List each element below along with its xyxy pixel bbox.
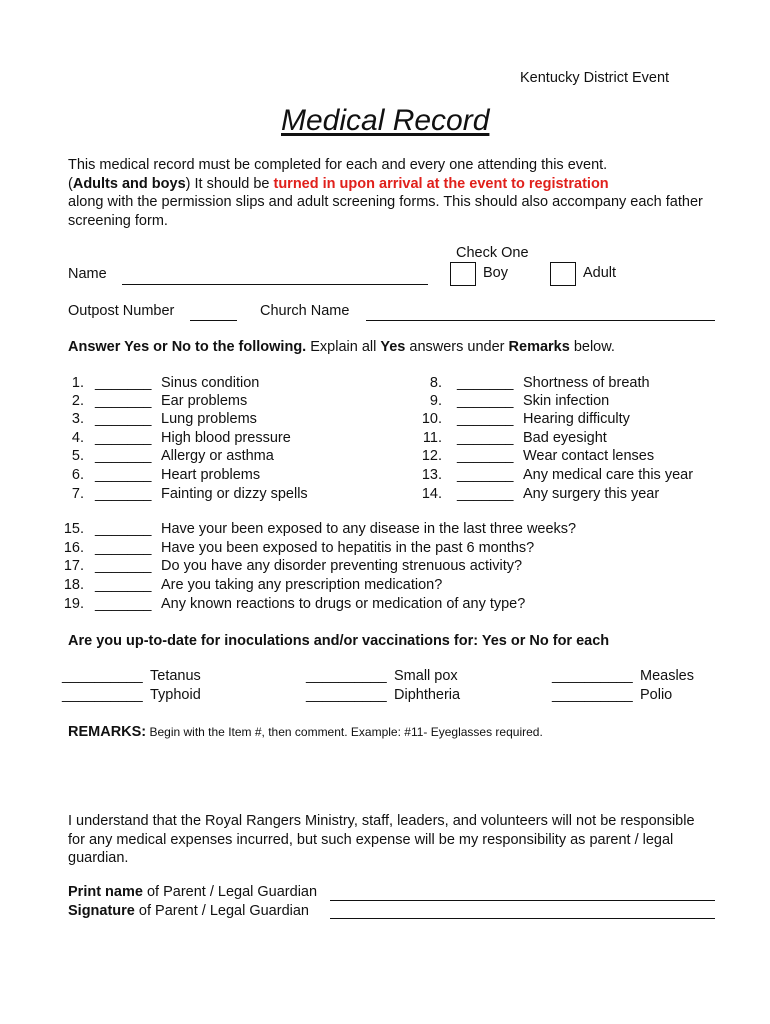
intro-adults-boys: Adults and boys bbox=[72, 175, 186, 192]
instructions-yes: Yes bbox=[380, 339, 406, 355]
church-label: Church Name bbox=[260, 303, 350, 319]
question-blank[interactable]: _______ bbox=[95, 521, 152, 537]
signature-field[interactable] bbox=[330, 918, 715, 919]
signature-label bbox=[68, 903, 309, 919]
instructions-remarks: Remarks bbox=[508, 339, 570, 355]
print-name-label bbox=[68, 884, 317, 900]
question-number: 18. bbox=[63, 577, 84, 593]
question-number: 2. bbox=[71, 393, 84, 409]
question-text: Shortness of breath bbox=[523, 375, 650, 391]
print-name-rest: of Parent / Legal Guardian bbox=[142, 884, 318, 900]
question-number: 12. bbox=[421, 448, 442, 464]
event-label: Kentucky District Event bbox=[520, 70, 670, 86]
intro-line1: This medical record must be completed for each and every one attending this event. bbox=[68, 157, 608, 173]
church-field[interactable] bbox=[366, 320, 715, 321]
question-number: 5. bbox=[71, 448, 84, 464]
vaccination-label: Measles bbox=[640, 668, 694, 684]
question-blank[interactable]: _______ bbox=[95, 486, 152, 502]
question-text: Fainting or dizzy spells bbox=[161, 486, 308, 502]
instructions-part2: Explain all bbox=[306, 339, 381, 355]
vaccination-blank[interactable]: __________ bbox=[306, 668, 387, 684]
question-blank[interactable]: _______ bbox=[95, 375, 152, 391]
vaccination-label: Tetanus bbox=[150, 668, 201, 684]
question-text: Any known reactions to drugs or medication of any type? bbox=[161, 596, 526, 612]
adult-label: Adult bbox=[583, 265, 617, 281]
question-blank[interactable]: _______ bbox=[457, 430, 514, 446]
question-blank[interactable]: _______ bbox=[95, 558, 152, 574]
question-text: Wear contact lenses bbox=[523, 448, 655, 464]
question-number: 15. bbox=[63, 521, 84, 537]
question-number: 4. bbox=[71, 430, 84, 446]
vaccination-label: Typhoid bbox=[150, 687, 201, 703]
vaccination-blank[interactable]: __________ bbox=[552, 687, 633, 703]
outpost-label: Outpost Number bbox=[68, 303, 175, 319]
vaccinations-heading: Are you up-to-date for inoculations and/or vaccinations for: Yes or No for each bbox=[68, 633, 610, 649]
question-number: 9. bbox=[429, 393, 442, 409]
question-blank[interactable]: _______ bbox=[95, 596, 152, 612]
question-number: 10. bbox=[421, 411, 442, 427]
vaccination-blank[interactable]: __________ bbox=[62, 668, 143, 684]
question-blank[interactable]: _______ bbox=[457, 486, 514, 502]
print-name-field[interactable] bbox=[330, 900, 715, 901]
question-blank[interactable]: _______ bbox=[95, 430, 152, 446]
liability-statement: I understand that the Royal Rangers Ministry, staff, leaders, and volunteers will not be responsible for any medical expenses incurred, but such expense will be my responsibility as parent / legal guardian. bbox=[68, 813, 695, 866]
remarks-text: Begin with the Item #, then comment. Example: #11- Eyeglasses required. bbox=[146, 725, 543, 739]
vaccination-label: Polio bbox=[640, 687, 673, 703]
question-text: Any medical care this year bbox=[523, 467, 694, 483]
question-blank[interactable]: _______ bbox=[95, 540, 152, 556]
question-number: 13. bbox=[421, 467, 442, 483]
name-label: Name bbox=[68, 266, 107, 282]
question-text: Sinus condition bbox=[161, 375, 260, 391]
intro-open-paren: ( bbox=[68, 175, 73, 192]
question-number: 17. bbox=[63, 558, 84, 574]
intro-close-paren: ) It should be bbox=[185, 175, 274, 192]
vaccination-label: Small pox bbox=[394, 668, 458, 684]
question-number: 7. bbox=[71, 486, 84, 502]
question-text: Lung problems bbox=[161, 411, 257, 427]
instructions-part4: below. bbox=[569, 339, 615, 355]
question-number: 19. bbox=[63, 596, 84, 612]
remarks-line bbox=[68, 724, 543, 740]
question-text: Hearing difficulty bbox=[523, 411, 630, 427]
question-blank[interactable]: _______ bbox=[95, 467, 152, 483]
question-text: Skin infection bbox=[523, 393, 610, 409]
outpost-field[interactable] bbox=[190, 320, 237, 321]
question-number: 1. bbox=[71, 375, 84, 391]
question-blank[interactable]: _______ bbox=[457, 411, 514, 427]
question-text: Have you been exposed to hepatitis in the past 6 months? bbox=[161, 540, 535, 556]
question-blank[interactable]: _______ bbox=[457, 375, 514, 391]
question-number: 14. bbox=[421, 486, 442, 502]
question-number: 11. bbox=[422, 430, 442, 446]
page-title: Medical Record bbox=[281, 104, 490, 137]
signature-rest: of Parent / Legal Guardian bbox=[134, 903, 309, 919]
vaccination-blank[interactable]: __________ bbox=[552, 668, 633, 684]
boy-checkbox[interactable] bbox=[450, 262, 476, 286]
question-blank[interactable]: _______ bbox=[95, 448, 152, 464]
question-text: Have your been exposed to any disease in the last three weeks? bbox=[161, 521, 577, 537]
print-name-bold: Print name bbox=[68, 884, 143, 900]
question-number: 6. bbox=[71, 467, 84, 483]
question-blank[interactable]: _______ bbox=[457, 467, 514, 483]
question-blank[interactable]: _______ bbox=[457, 393, 514, 409]
signature-bold: Signature bbox=[68, 903, 135, 919]
adult-checkbox[interactable] bbox=[550, 262, 576, 286]
check-one-label: Check One bbox=[456, 245, 529, 261]
remarks-label: REMARKS: bbox=[68, 724, 147, 740]
question-blank[interactable]: _______ bbox=[95, 393, 152, 409]
question-text: Do you have any disorder preventing strenuous activity? bbox=[161, 558, 523, 574]
question-text: Are you taking any prescription medication? bbox=[161, 577, 443, 593]
question-text: Ear problems bbox=[161, 393, 248, 409]
question-text: Allergy or asthma bbox=[161, 448, 274, 464]
boy-label: Boy bbox=[483, 265, 508, 281]
question-text: Any surgery this year bbox=[523, 486, 660, 502]
intro-paragraph bbox=[68, 156, 708, 230]
vaccination-blank[interactable]: __________ bbox=[306, 687, 387, 703]
intro-rest: along with the permission slips and adult screening forms. This should also accompany each father screening form. bbox=[68, 194, 703, 229]
vaccination-blank[interactable]: __________ bbox=[62, 687, 143, 703]
question-number: 16. bbox=[63, 540, 84, 556]
instructions bbox=[68, 339, 615, 355]
question-text: Heart problems bbox=[161, 467, 261, 483]
instructions-part3: answers under bbox=[405, 339, 509, 355]
intro-red-text: turned in upon arrival at the event to registration bbox=[273, 175, 609, 192]
question-number: 3. bbox=[71, 411, 84, 427]
question-text: Bad eyesight bbox=[523, 430, 607, 446]
question-text: High blood pressure bbox=[161, 430, 291, 446]
question-blank[interactable]: _______ bbox=[95, 411, 152, 427]
name-field[interactable] bbox=[122, 284, 428, 285]
vaccination-label: Diphtheria bbox=[394, 687, 461, 703]
question-blank[interactable]: _______ bbox=[457, 448, 514, 464]
question-number: 8. bbox=[429, 375, 442, 391]
instructions-part1: Answer Yes or No to the following. bbox=[68, 339, 307, 355]
question-blank[interactable]: _______ bbox=[95, 577, 152, 593]
